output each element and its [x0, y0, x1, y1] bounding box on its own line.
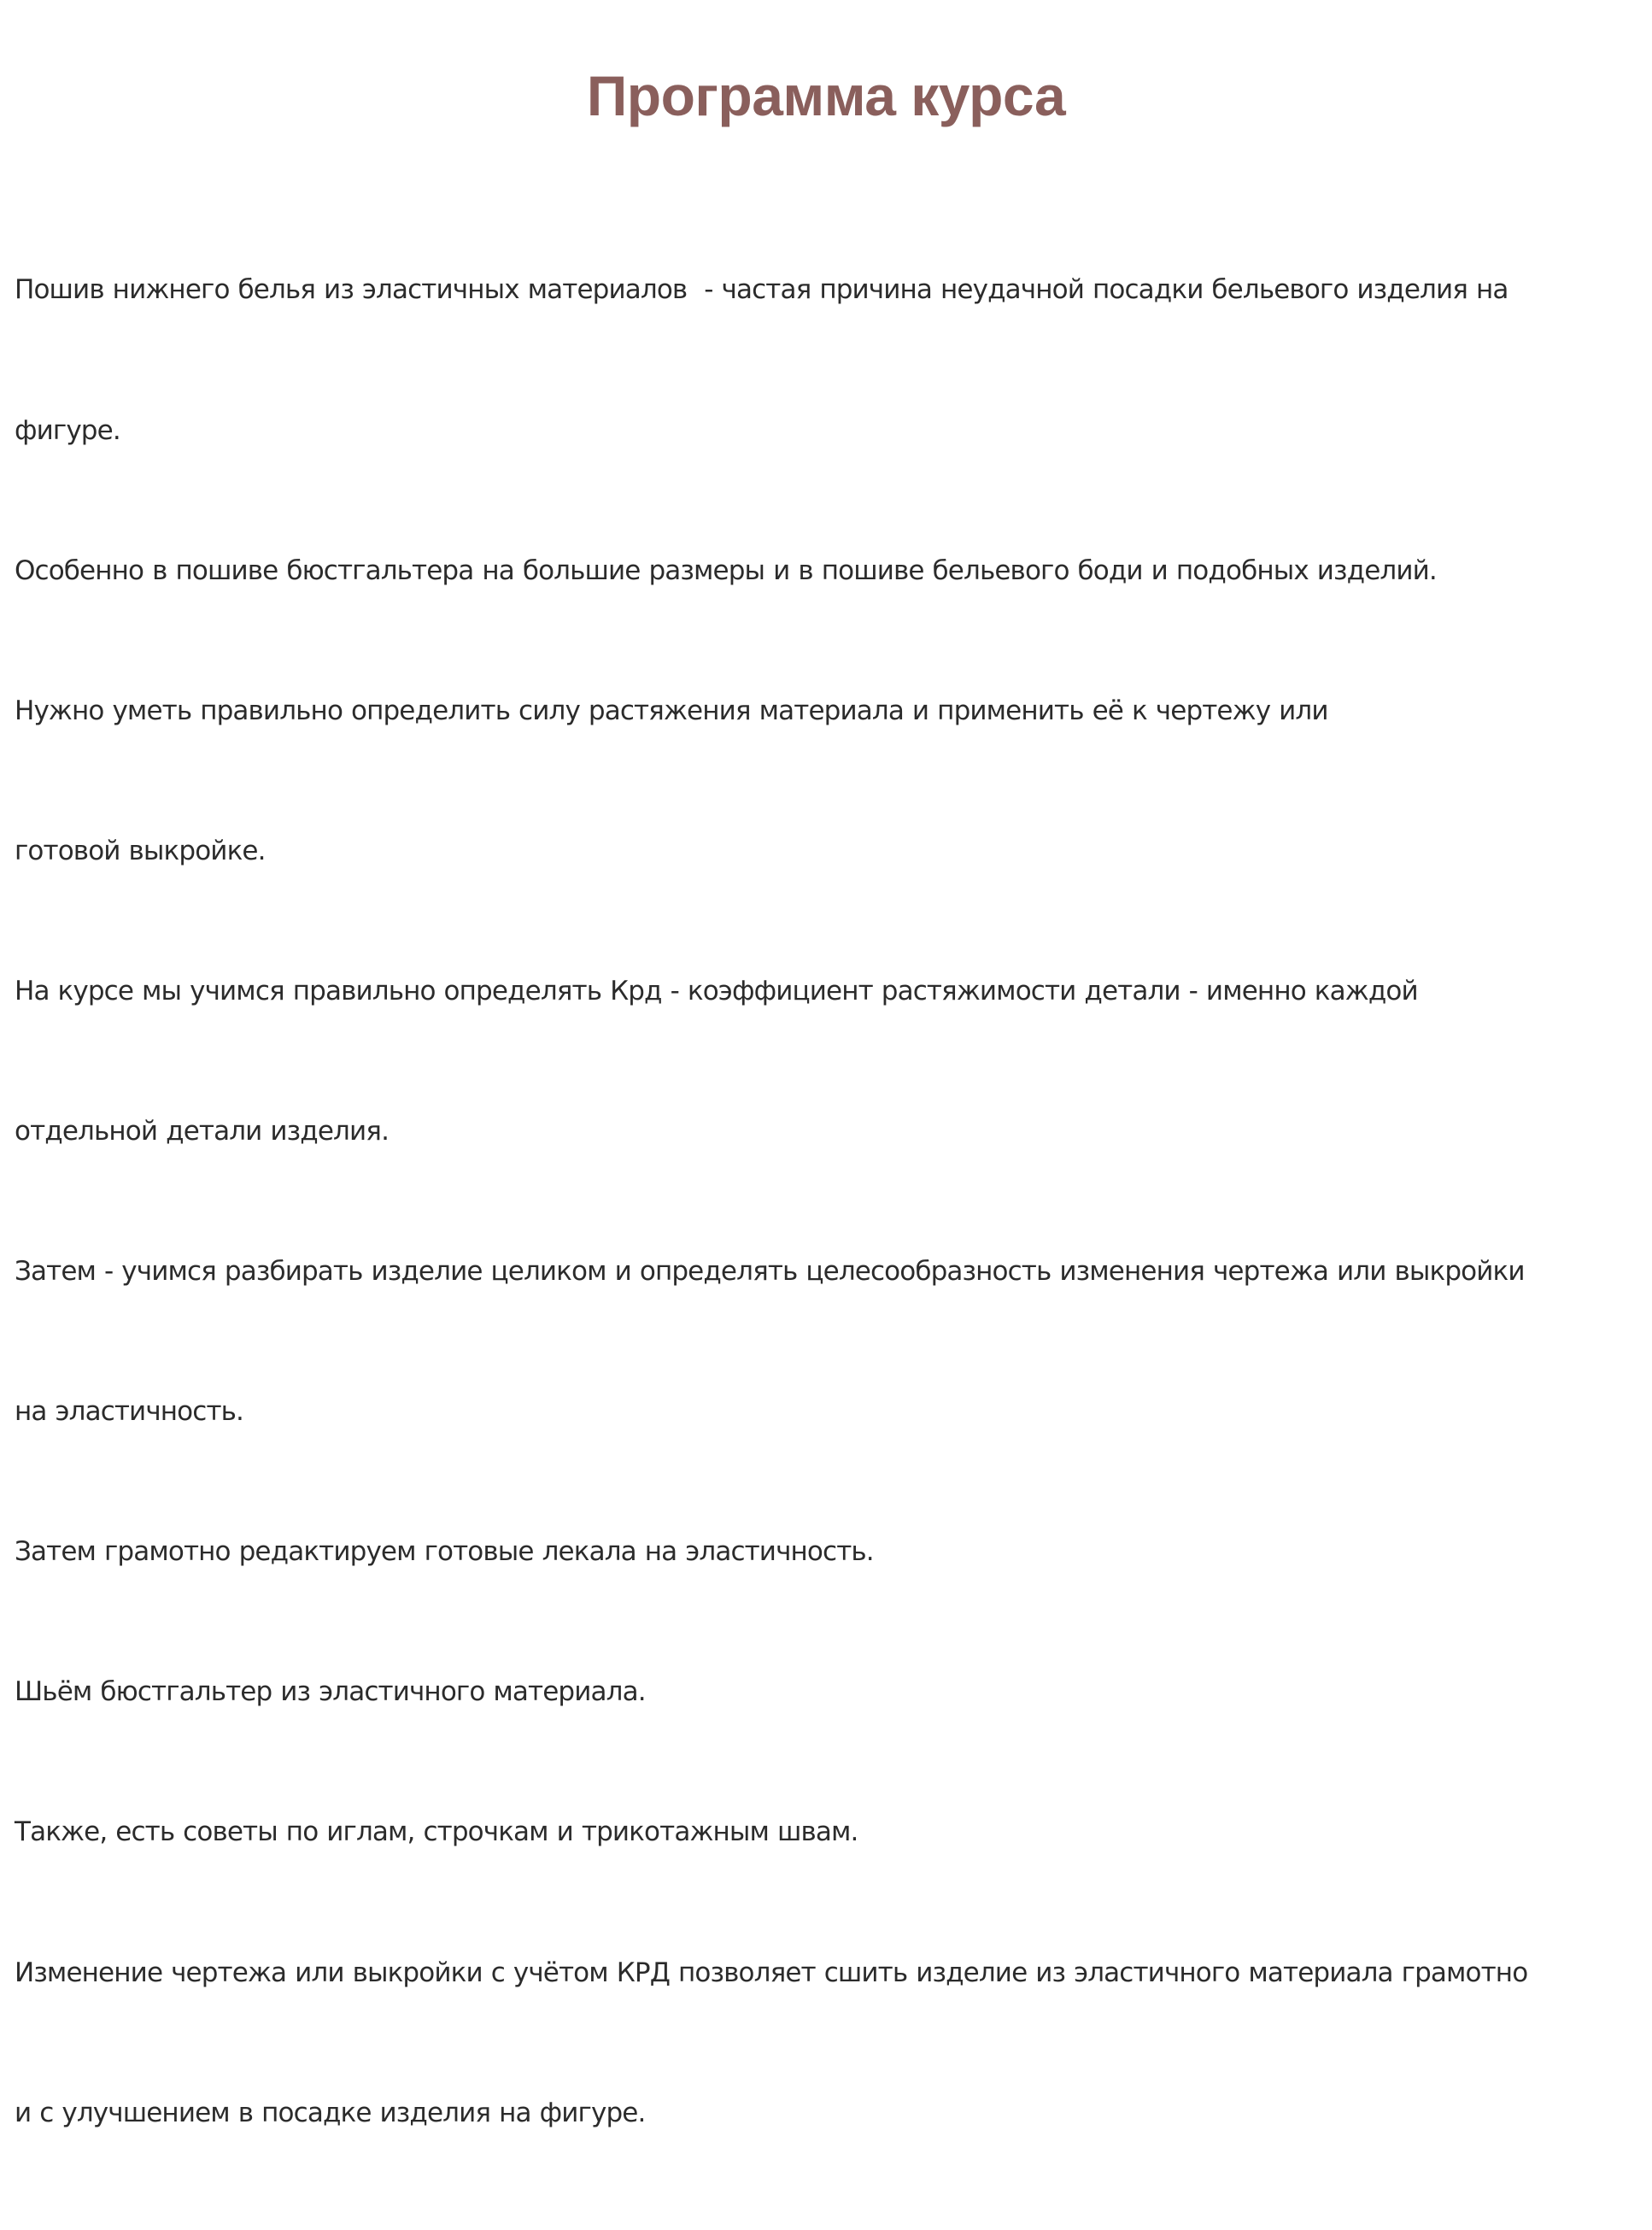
description-line: Пошив нижнего белья из эластичных материалов - частая причина неудачной посадки бельевого изделия на [15, 274, 1508, 306]
description-line: на эластичность. [15, 1396, 244, 1428]
page-title: Программа курса [586, 64, 1066, 127]
description-line: и с улучшением в посадке изделия на фигуре. [15, 2097, 646, 2128]
description-line: Затем - учимся разбирать изделие целиком и определять целесообразность изменения чертежа или выкройки [15, 1256, 1525, 1288]
description-line: готовой выкройке. [15, 835, 266, 866]
description-line: фигуре. [15, 414, 120, 446]
course-description [15, 173, 1646, 2230]
description-line: Нужно уметь правильно определить силу растяжения материала и применить её к чертежу или [15, 695, 1328, 726]
description-line: Особенно в пошиве бюстгальтера на большие размеры и в пошиве бельевого боди и подобных изделий. [15, 555, 1437, 586]
description-line: На курсе мы учимся правильно определять Крд - коэффициент растяжимости детали - именно каждой [15, 975, 1418, 1006]
description-line: Затем грамотно редактируем готовые лекала на эластичность. [15, 1536, 874, 1568]
description-line: отдельной детали изделия. [15, 1115, 390, 1147]
description-line: Изменение чертежа или выкройки с учётом КРД позволяет сшить изделие из эластичного материала грамотно [15, 1957, 1528, 1988]
description-line: Шьём бюстгальтер из эластичного материала. [15, 1676, 646, 1708]
description-line: Также, есть советы по иглам, строчкам и трикотажным швам. [15, 1816, 858, 1848]
